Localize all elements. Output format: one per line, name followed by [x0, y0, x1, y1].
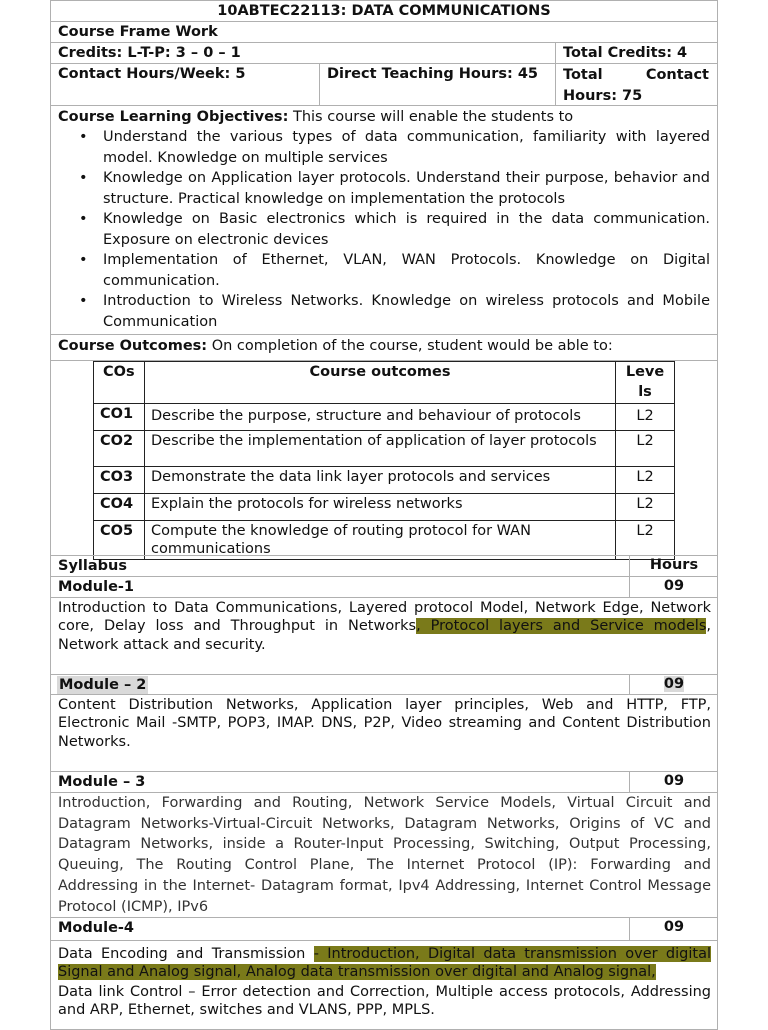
objectives-list: [51, 127, 710, 332]
syllabus-page: [50, 0, 718, 1024]
co-code: CO1: [94, 404, 145, 431]
total-credits: Total Credits: 4: [563, 45, 688, 61]
contact-hours-week: Contact Hours/Week: 5: [58, 66, 246, 82]
module-content: [50, 940, 718, 1030]
table-row: [94, 404, 675, 431]
framework-row: [50, 21, 718, 43]
module-text: Introduction, Forwarding and Routing, Network Service Models, Virtual Circuit and Datagram Networks-Virtual-Circuit Networks, Datagram Networks, Origins of VC and Datagram Networks, inside a Router-Input Processing, Switching, Output Processing, Queuing, The Routing Control Plane, The Internet Protocol (IP): Forwarding and Addressing in the Internet- Datagram format, Ipv4 Addressing, Internet Control Message Protocol (ICMP), IPv6: [58, 795, 711, 915]
objective-item: • Introduction to Wireless Networks. Knowledge on wireless protocols and Mobile Communication: [103, 291, 710, 332]
title-row: [50, 0, 718, 22]
module-name: Module – 3: [58, 774, 146, 790]
co-code: CO4: [94, 494, 145, 521]
levels-header: Leve ls: [616, 362, 675, 404]
co-header: COs: [94, 362, 145, 404]
co-level: L2: [616, 404, 675, 431]
objective-item: • Knowledge on Application layer protocols. Understand their purpose, behavior and structure. Practical knowledge on implementation the protocols: [103, 168, 710, 209]
objectives-label: Course Learning Objectives:: [58, 109, 289, 125]
course-outcomes-table: [93, 361, 675, 560]
module-text: Introduction to Data Communications, Layered protocol Model, Network Edge, Network core, Delay loss and Throughput in Networks: [58, 600, 711, 635]
co-text: Compute the knowledge of routing protocol for WAN communications: [144, 521, 615, 560]
module-text: Data link Control – Error detection and Correction, Multiple access protocols, Addressing and ARP, Ethernet, switches and VLANS, PPP, MPLS.: [58, 984, 711, 1019]
co-code: CO5: [94, 521, 145, 560]
co-text: Describe the purpose, structure and behaviour of protocols: [144, 404, 615, 431]
module-header-row: [50, 674, 718, 695]
objective-item: • Understand the various types of data communication, familiarity with layered model. Knowledge on multiple services: [103, 127, 710, 168]
module-content: [50, 597, 718, 675]
outcomes-intro: On completion of the course, student would be able to:: [207, 338, 613, 354]
module-header-row: [50, 576, 718, 598]
table-row: [94, 494, 675, 521]
module-hours: 09: [663, 676, 685, 692]
module-text: , Network attack and security.: [58, 618, 711, 653]
objective-item: • Implementation of Ethernet, VLAN, WAN Protocols. Knowledge on Digital communication.: [103, 250, 710, 291]
module-header-row: [50, 917, 718, 941]
objective-item: • Knowledge on Basic electronics which is required in the data communication. Exposure on electronic devices: [103, 209, 710, 250]
hours-label: Hours: [649, 557, 699, 573]
module-hours: 09: [663, 578, 685, 594]
course-outcomes-header: Course outcomes: [144, 362, 615, 404]
course-title: 10ABTEC22113: DATA COMMUNICATIONS: [217, 3, 551, 19]
module-name: Module – 2: [59, 677, 147, 693]
module-name: Module-1: [58, 579, 135, 595]
objectives-section: [50, 105, 718, 335]
co-text: Explain the protocols for wireless networks: [144, 494, 615, 521]
contact-hours-row: [50, 63, 718, 106]
module-content: [50, 792, 718, 918]
module-text-highlight: - Introduction, Digital data transmission over digital Signal and Analog signal, Analog data transmission over digital and Analog signal,: [58, 946, 711, 981]
co-code: CO3: [94, 467, 145, 494]
module-text-highlight: , Protocol layers and Service models: [416, 618, 707, 635]
outcomes-label: Course Outcomes:: [58, 338, 208, 354]
table-row: [94, 521, 675, 560]
module-text: Content Distribution Networks, Application layer principles, Web and HTTP, FTP, Electronic Mail -SMTP, POP3, IMAP. DNS, P2P, Video streaming and Content Distribution Networks.: [58, 697, 711, 750]
co-level: L2: [616, 467, 675, 494]
module-name: Module-4: [58, 920, 135, 936]
syllabus-header-row: [50, 555, 718, 577]
module-hours: 09: [663, 773, 685, 789]
framework-label: Course Frame Work: [58, 24, 218, 40]
module-content: [50, 694, 718, 772]
total-contact-hours: Total Contact Hours: 75: [563, 67, 709, 104]
module-text: Data Encoding and Transmission: [58, 946, 314, 962]
credits-ltp: Credits: L-T-P: 3 – 0 – 1: [58, 45, 241, 61]
direct-teaching-hours: Direct Teaching Hours: 45: [327, 66, 539, 82]
co-level: L2: [616, 494, 675, 521]
co-level: L2: [616, 431, 675, 467]
outcomes-header-row: [94, 362, 675, 404]
credits-row: [50, 42, 718, 64]
co-level: L2: [616, 521, 675, 560]
objectives-intro: This course will enable the students to: [288, 109, 574, 125]
co-text: Describe the implementation of application of layer protocols: [144, 431, 615, 467]
syllabus-label: Syllabus: [58, 558, 127, 574]
module-hours: 09: [663, 919, 685, 935]
module-header-row: [50, 771, 718, 793]
co-code: CO2: [94, 431, 145, 467]
table-row: [94, 431, 675, 467]
co-text: Demonstrate the data link layer protocols and services: [144, 467, 615, 494]
table-row: [94, 467, 675, 494]
